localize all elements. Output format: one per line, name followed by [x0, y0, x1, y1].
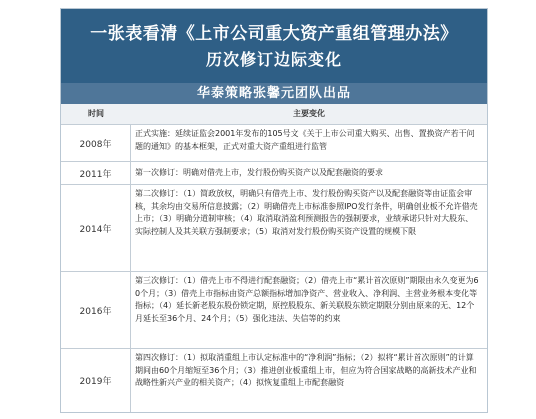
title-line-1: 一张表看清《上市公司重大资产重组管理办法》 [90, 24, 458, 44]
table-row [61, 125, 487, 162]
row-year: 2016年 [61, 272, 131, 348]
row-year: 2011年 [61, 162, 131, 184]
header-changes: 主要变化 [293, 109, 325, 118]
table-row [61, 162, 487, 185]
row-text: 正式实施：延续证监会2001年发布的105号文《关于上市公司重大购买、出售、置换资产若干问题的通知》的基本框架，正式对重大资产重组进行监管 [135, 129, 475, 151]
table-header [61, 104, 487, 125]
subtitle-bar: 华泰策略张馨元团队出品 [61, 83, 487, 104]
title-line-2: 历次修订边际变化 [205, 50, 342, 69]
row-text: 第二次修订：（1）简政放权，明确只有借壳上市、发行股份购买资产以及配套融资等由证监会审核，其余均由交易所信息披露；（2）明确借壳上市标准参照IPO发行条件，明确创业板不允许借壳上市；（3）明确分道制审核；（4）取消取消盈利预测报告的强制要求，业绩承诺只针对大股东、实际控制人及其关联方强制要求；（5）取消对发行股份购买资产设置的规模下限 [135, 189, 478, 236]
row-text: 第一次修订：明确对借壳上市，发行股份购买资产以及配套融资的要求 [135, 168, 383, 177]
table-row [61, 272, 487, 349]
row-year: 2008年 [61, 125, 131, 161]
row-text: 第三次修订：（1）借壳上市不得进行配套融资；（2）借壳上市“累计首次原则”期限由永久变更为60个月；（3）借壳上市指标由资产总额指标增加净资产、营业收入、净利润、主营业务根本变化等指标；（4）延长新老股东股份锁定期，原控股股东、新关联股东锁定期限分别由原来的无、12个月延长至36个月、24个月；（5）强化违法、失信等的约束 [135, 276, 479, 323]
title-banner [61, 9, 487, 83]
revision-table-image [60, 8, 488, 413]
table-row [61, 349, 487, 412]
row-text: 第四次修订：（1）拟取消重组上市认定标准中的“净利润”指标；（2）拟将“累计首次原则”的计算期间由60个月缩短至36个月；（3）推进创业板重组上市，但应为符合国家战略的高新技术产业和战略性新兴产业的相关资产；（4）拟恢复重组上市配套融资 [135, 353, 477, 387]
row-year: 2019年 [61, 349, 131, 412]
row-year: 2014年 [61, 185, 131, 271]
header-time: 时间 [88, 109, 104, 118]
table-row [61, 185, 487, 272]
